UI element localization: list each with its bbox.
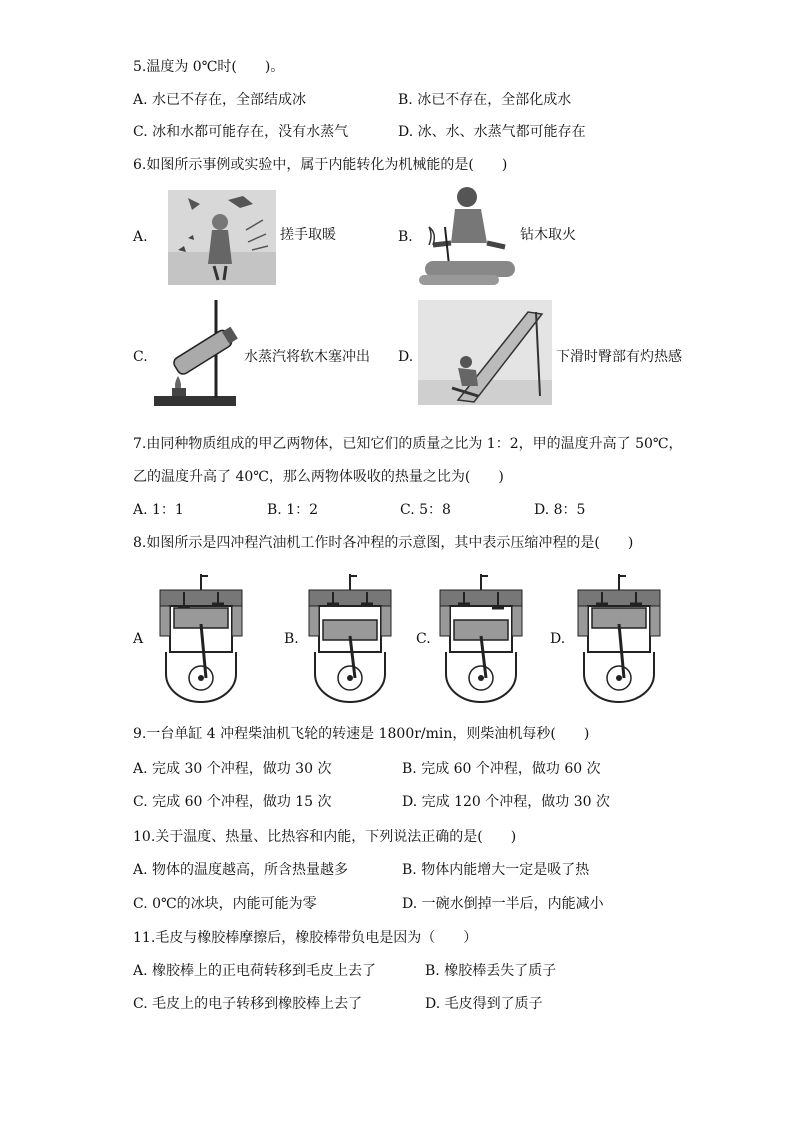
q11-option-a: A. 橡胶棒上的正电荷转移到毛皮上去了 — [133, 963, 377, 979]
q6-letter-a: A. — [133, 229, 148, 245]
q6-stem: 6.如图所示事例或实验中，属于内能转化为机械能的是( ) — [133, 157, 508, 173]
engine-diagram-d — [576, 574, 662, 704]
q8-letter-c: C. — [416, 631, 431, 647]
q10-option-d: D. 一碗水倒掉一半后，内能减小 — [402, 896, 604, 912]
q6-letter-d: D. — [398, 349, 414, 365]
q5-option-c: C. 冰和水都可能存在，没有水蒸气 — [133, 124, 349, 140]
q8-stem: 8.如图所示是四冲程汽油机工作时各冲程的示意图，其中表示压缩冲程的是( ) — [133, 535, 634, 551]
q10-stem: 10.关于温度、热量、比热容和内能，下列说法正确的是( ) — [133, 829, 517, 845]
q10-option-c: C. 0℃的冰块，内能可能为零 — [133, 896, 317, 912]
q10-option-a: A. 物体的温度越高，所含热量越多 — [133, 862, 349, 878]
q7-stem-line1: 7.由同种物质组成的甲乙两物体，已知它们的质量之比为 1：2，甲的温度升高了 50℃， — [133, 436, 683, 452]
q9-option-b: B. 完成 60 个冲程，做功 60 次 — [402, 761, 601, 777]
q6-letter-c: C. — [133, 349, 148, 365]
q11-stem: 11.毛皮与橡胶棒摩擦后，橡胶棒带负电是因为（ ） — [133, 930, 478, 946]
q7-stem-line2: 乙的温度升高了 40℃，那么两物体吸收的热量之比为( ) — [133, 469, 504, 485]
q5-stem: 5.温度为 0℃时( )。 — [133, 59, 285, 75]
q5-option-d: D. 冰、水、水蒸气都可能存在 — [398, 124, 586, 140]
q6-caption-c: 水蒸汽将软木塞冲出 — [244, 349, 370, 365]
q9-option-a: A. 完成 30 个冲程，做功 30 次 — [133, 761, 332, 777]
q11-option-b: B. 橡胶棒丢失了质子 — [425, 963, 557, 979]
rubbing-hands-image — [168, 190, 276, 285]
q8-letter-a: A — [133, 631, 144, 647]
q9-option-c: C. 完成 60 个冲程，做功 15 次 — [133, 794, 332, 810]
engine-diagram-a — [158, 574, 244, 704]
q7-option-c: C. 5：8 — [400, 502, 451, 518]
q8-letter-d: D. — [550, 631, 566, 647]
q8-letter-b: B. — [284, 631, 299, 647]
q7-option-a: A. 1：1 — [133, 502, 184, 518]
steam-cork-experiment-image — [150, 296, 246, 411]
q6-caption-a: 搓手取暖 — [280, 227, 336, 243]
q5-option-a: A. 水已不存在，全部结成冰 — [133, 92, 307, 108]
q9-stem: 9.一台单缸 4 冲程柴油机飞轮的转速是 1800r/min，则柴油机每秒( ) — [133, 726, 590, 742]
drilling-wood-fire-image — [415, 183, 521, 288]
q7-option-b: B. 1：2 — [267, 502, 319, 518]
q5-option-b: B. 冰已不存在，全部化成水 — [398, 92, 572, 108]
q6-caption-b: 钻木取火 — [520, 227, 576, 243]
q7-option-d: D. 8：5 — [534, 502, 586, 518]
q9-option-d: D. 完成 120 个冲程，做功 30 次 — [402, 794, 610, 810]
q10-option-b: B. 物体内能增大一定是吸了热 — [402, 862, 590, 878]
q6-caption-d: 下滑时臀部有灼热感 — [556, 349, 682, 365]
engine-diagram-c — [438, 574, 524, 704]
q6-letter-b: B. — [398, 229, 413, 245]
engine-diagram-b — [307, 574, 393, 704]
q11-option-c: C. 毛皮上的电子转移到橡胶棒上去了 — [133, 996, 363, 1012]
q11-option-d: D. 毛皮得到了质子 — [425, 996, 543, 1012]
slide-image — [418, 300, 552, 405]
